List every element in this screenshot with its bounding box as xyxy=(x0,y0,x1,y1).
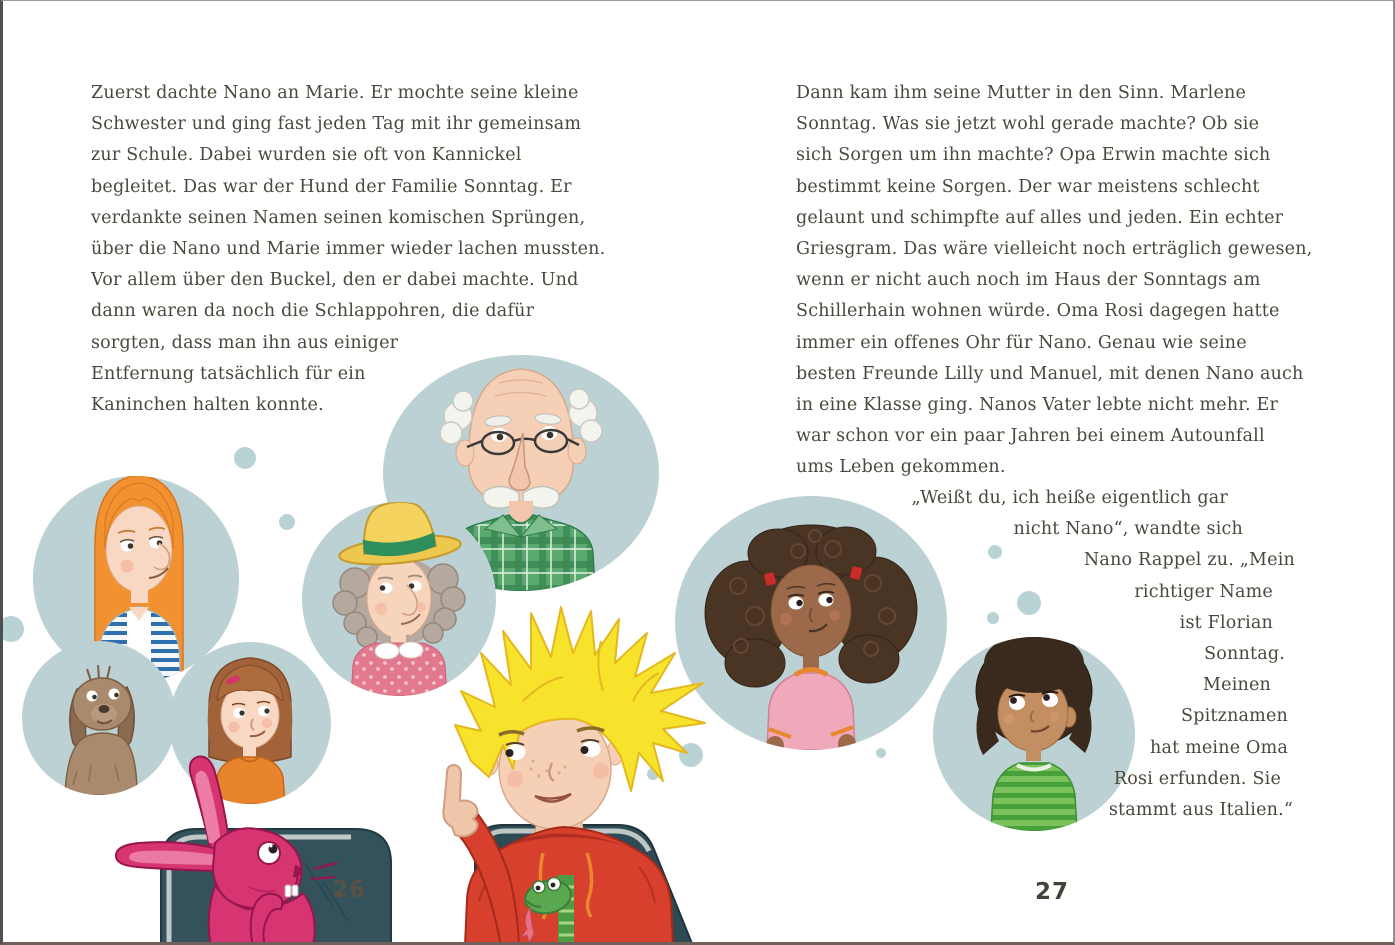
text-line: über die Nano und Marie immer wieder lachen mussten. xyxy=(91,238,606,259)
page-number-right: 27 xyxy=(1035,879,1070,905)
text-line: dann waren da noch die Schlappohren, die dafür xyxy=(91,301,535,322)
text-line: sorgten, dass man ihn aus einiger xyxy=(91,332,399,353)
dialogue-line: Meinen xyxy=(1203,675,1271,696)
dialogue-line: richtiger Name xyxy=(1134,581,1273,602)
text-line: in eine Klasse ging. Nanos Vater lebte nicht mehr. Er xyxy=(796,394,1279,415)
text-line: sich Sorgen um ihn machte? Opa Erwin machte sich xyxy=(796,145,1271,166)
character-marie xyxy=(208,658,293,804)
text-line: Griesgram. Das wäre vielleicht noch erträglich gewesen, xyxy=(796,238,1313,259)
text-line: begleitet. Das war der Hund der Familie Sonntag. Er xyxy=(91,176,572,197)
text-line: Sonntag. Was sie jetzt wohl gerade machte? Ob sie xyxy=(796,114,1260,135)
text-line: war schon vor ein paar Jahren bei einem Autounfall xyxy=(796,426,1265,447)
text-line: Vor allem über den Buckel, den er dabei machte. Und xyxy=(91,270,579,291)
text-line: Kaninchen halten konnte. xyxy=(91,394,324,415)
character-nano-boy xyxy=(443,607,705,945)
text-line: Schillerhain wohnen würde. Oma Rosi dagegen hatte xyxy=(796,301,1280,322)
text-line: immer ein offenes Ohr für Nano. Genau wie seine xyxy=(796,332,1247,353)
text-line: gelaunt und schimpfte auf alles und jeden. Ein echter xyxy=(796,207,1284,228)
text-line: Entfernung tatsächlich für ein xyxy=(91,363,366,384)
text-line: ums Leben gekommen. xyxy=(796,457,1006,478)
left-page-text xyxy=(91,78,626,421)
dialogue-line: Rosi erfunden. Sie xyxy=(1113,768,1281,789)
dialogue-text xyxy=(796,483,1295,826)
dialogue-line: ist Florian xyxy=(1179,612,1273,633)
dialogue-line: Spitznamen xyxy=(1181,706,1288,727)
text-line: Dann kam ihm seine Mutter in den Sinn. Marlene xyxy=(796,83,1247,103)
dialogue-line: Nano Rappel zu. „Mein xyxy=(1083,550,1295,571)
dialogue-line: hat meine Oma xyxy=(1149,737,1288,758)
pointing-hand xyxy=(443,765,477,836)
text-line: Schwester und ging fast jeden Tag mit ihr gemeinsam xyxy=(91,114,582,135)
text-line: besten Freunde Lilly und Manuel, mit denen Nano auch xyxy=(796,363,1304,384)
text-line: Zuerst dachte Nano an Marie. Er mochte seine kleine xyxy=(91,83,579,103)
text-line: wenn er nicht auch noch im Haus der Sonntags am xyxy=(796,270,1261,291)
dialogue-line: stammt aus Italien.“ xyxy=(1108,799,1293,820)
text-line: zur Schule. Dabei wurden sie oft von Kannickel xyxy=(91,145,522,166)
page-number-left: 26 xyxy=(332,877,367,903)
text-line: bestimmt keine Sorgen. Der war meistens schlecht xyxy=(796,176,1260,197)
thought-bubble-dog xyxy=(22,641,176,795)
dialogue-line: „Weißt du, ich heiße eigentlich gar xyxy=(911,488,1228,508)
text-line: verdankte seinen Namen seinen komischen Sprüngen, xyxy=(91,207,586,228)
dialogue-line: Sonntag. xyxy=(1204,643,1285,664)
dialogue-line: nicht Nano“, wandte sich xyxy=(1013,519,1243,540)
right-page-text xyxy=(796,78,1313,483)
